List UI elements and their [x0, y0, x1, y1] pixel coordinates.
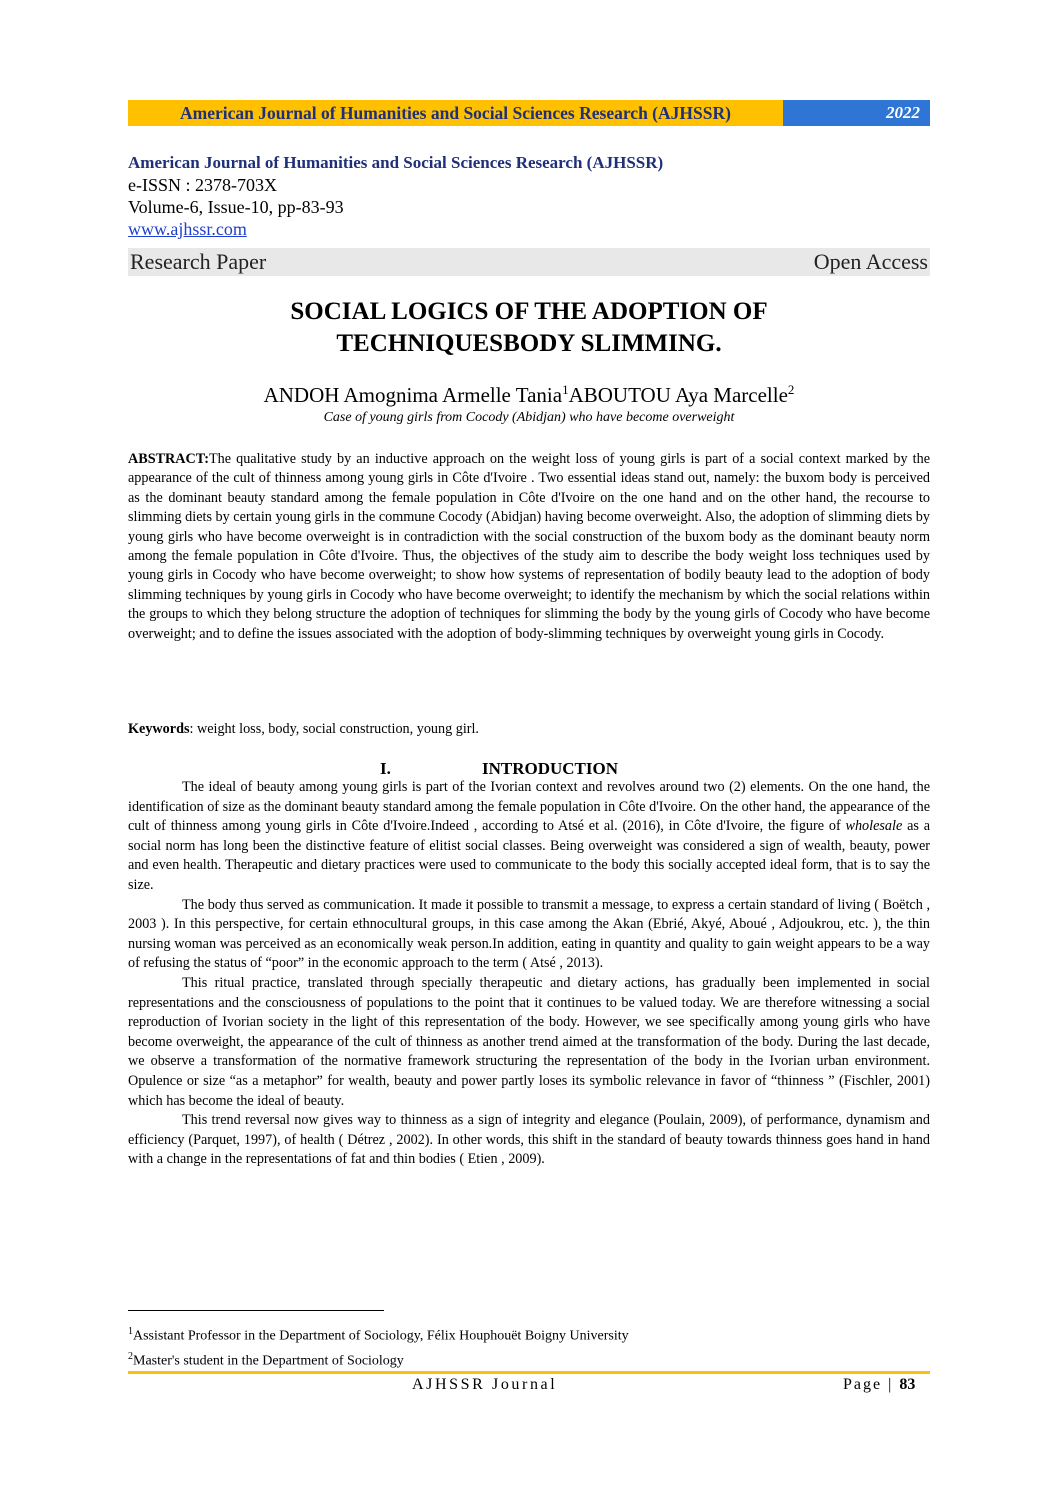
footer-journal: AJHSSR Journal	[412, 1376, 558, 1393]
footnote-2-mark: 2	[128, 1350, 133, 1362]
paper-type-row	[128, 248, 930, 276]
journal-name: American Journal of Humanities and Social Sciences Research (AJHSSR)	[128, 153, 664, 172]
footer-page-number: 83	[899, 1376, 916, 1393]
keywords-label: Keywords	[128, 721, 190, 737]
title-line-2: TECHNIQUESBODY SLIMMING.	[336, 330, 722, 357]
author-2-mark: 2	[787, 382, 795, 397]
paragraph-3: This ritual practice, translated through specially therapeutic and dietary actions, has gradually been implemented in social representations and the consciousness of populations to the point that it continues to be valued today. We are therefore witnessing a social reproduction of Ivorian society in the light of this representation of the body. However, we see specifically among young girls who have become overweight, the appearance of the cult of thinness as another trend aimed at the transformation of the body. During the last decade, we observe a transformation of the normative framework structuring the representation of the body in the Ivorian urban environment. Opulence or size “as a metaphor” for wealth, beauty and power partly loses its symbolic relevance in favor of “thinness ” (Fischler, 2001) which has become the ideal of beauty.	[128, 974, 930, 1109]
paragraph-1-text-b: as a social norm has long been the distinctive feature of elitist social classes. Being overweight was considered a sign of wealth, beauty, power and even health. Therapeutic and dietary practices were used to communicate to the body this socially accepted ideal form, that is to say the size.	[128, 818, 931, 893]
footnotes	[128, 1322, 930, 1371]
footer-rule	[128, 1371, 930, 1374]
open-access-label: Open Access	[813, 249, 928, 274]
footnote-1	[128, 1322, 930, 1347]
paragraph-1	[128, 778, 930, 896]
author-list	[128, 382, 930, 408]
footnote-rule	[128, 1310, 384, 1311]
paragraph-1-emphasis: wholesale	[845, 818, 903, 835]
abstract	[128, 450, 930, 644]
section-name: INTRODUCTION	[482, 759, 619, 778]
journal-url-link[interactable]: www.ajhssr.com	[128, 219, 247, 239]
paper-type: Research Paper	[130, 249, 267, 274]
issn: e-ISSN : 2378-703X	[128, 175, 277, 195]
volume-info: Volume-6, Issue-10, pp-83-93	[128, 197, 344, 217]
paper-subtitle: Case of young girls from Cocody (Abidjan) who have become overweight	[323, 410, 735, 425]
footer-page	[843, 1376, 915, 1394]
author-2: ABOUTOU Aya Marcelle	[568, 383, 788, 407]
paragraph-2: The body thus served as communication. It made it possible to transmit a message, to express a certain standard of living ( Boëtch , 2003 ). In this perspective, for certain ethnocultural groups, in this case among the Akan (Ebrié, Akyé, Aboué , Adjoukrou, etc. ), the thin nursing woman was perceived as an economically weak person.In addition, eating in quantity and quality to gain weight appears to be a way of refusing the status of “poor” in the economic approach to the term ( Atsé , 2013).	[128, 896, 930, 972]
paper-title	[128, 296, 930, 360]
footnote-2-text: Master's student in the Department of Sociology	[133, 1353, 404, 1369]
journal-meta	[128, 152, 930, 240]
footnote-1-text: Assistant Professor in the Department of Sociology, Félix Houphouët Boigny University	[133, 1328, 629, 1344]
author-1: ANDOH Amognima Armelle Tania	[263, 383, 563, 407]
keywords	[128, 720, 930, 739]
footnote-2	[128, 1347, 930, 1372]
header-journal-banner: American Journal of Humanities and Social Sciences Research (AJHSSR)	[128, 100, 783, 126]
footer-page-label: Page |	[843, 1376, 894, 1393]
paragraph-4: This trend reversal now gives way to thinness as a sign of integrity and elegance (Poulain, 2009), of performance, dynamism and efficiency (Parquet, 1997), of health ( Détrez , 2002). In other words, this shift in the standard of beauty towards thinness goes hand in hand with a change in the representations of fat and thin bodies ( Etien , 2009).	[128, 1112, 930, 1168]
body-text	[128, 778, 930, 1170]
footnote-1-mark: 1	[128, 1326, 133, 1337]
abstract-label: ABSTRACT:	[128, 451, 209, 467]
paragraph-1-text-a: The ideal of beauty among young girls is part of the Ivorian context and revolves around two (2) elements. On the one hand, the identification of size as the dominant beauty standard among the female population in Côte d'Ivoire. On the other hand, the appearance of the cult of thinness among young girls in Côte d'Ivoire.Indeed , according to Atsé et al. (2016), in Côte d'Ivoire, the figure of	[128, 779, 930, 835]
abstract-text: The qualitative study by an inductive approach on the weight loss of young girls is part of a social context marked by the appearance of the cult of thinness among young girls in Côte d'Ivoire . Two essential ideas stand out, namely: the buxom body is perceived as the dominant beauty standard among the female population in Côte d'Ivoire on the one hand and on the other hand, the recourse to slimming diets by certain young girls in the commune Cocody (Abidjan) having become overweight. Also, the adoption of slimming diets by young girls who have become overweight is in contradiction with the social construction of the buxom body as the dominant beauty norm among the female population in Côte d'Ivoire. Thus, the objectives of the study aim to describe the body weight loss techniques used by young girls in Cocody who have become overweight; to show how systems of representation of bodily beauty lead to the adoption of body slimming techniques by young girls in Cocody who have become overweight; to identify the mechanism by which the social relations within the groups to which they belong structure the adoption of techniques for slimming the body by the young girls of Cocody who have become overweight; and to define the issues associated with the adoption of body-slimming techniques by overweight young girls in Cocody.	[128, 451, 930, 642]
author-1-mark: 1	[562, 382, 569, 397]
header-year: 2022	[783, 100, 930, 126]
running-header	[128, 100, 930, 126]
keywords-text: : weight loss, body, social construction, young girl.	[189, 721, 479, 737]
title-line-1: SOCIAL LOGICS OF THE ADOPTION OF	[290, 298, 768, 325]
section-number: I.	[380, 759, 391, 778]
